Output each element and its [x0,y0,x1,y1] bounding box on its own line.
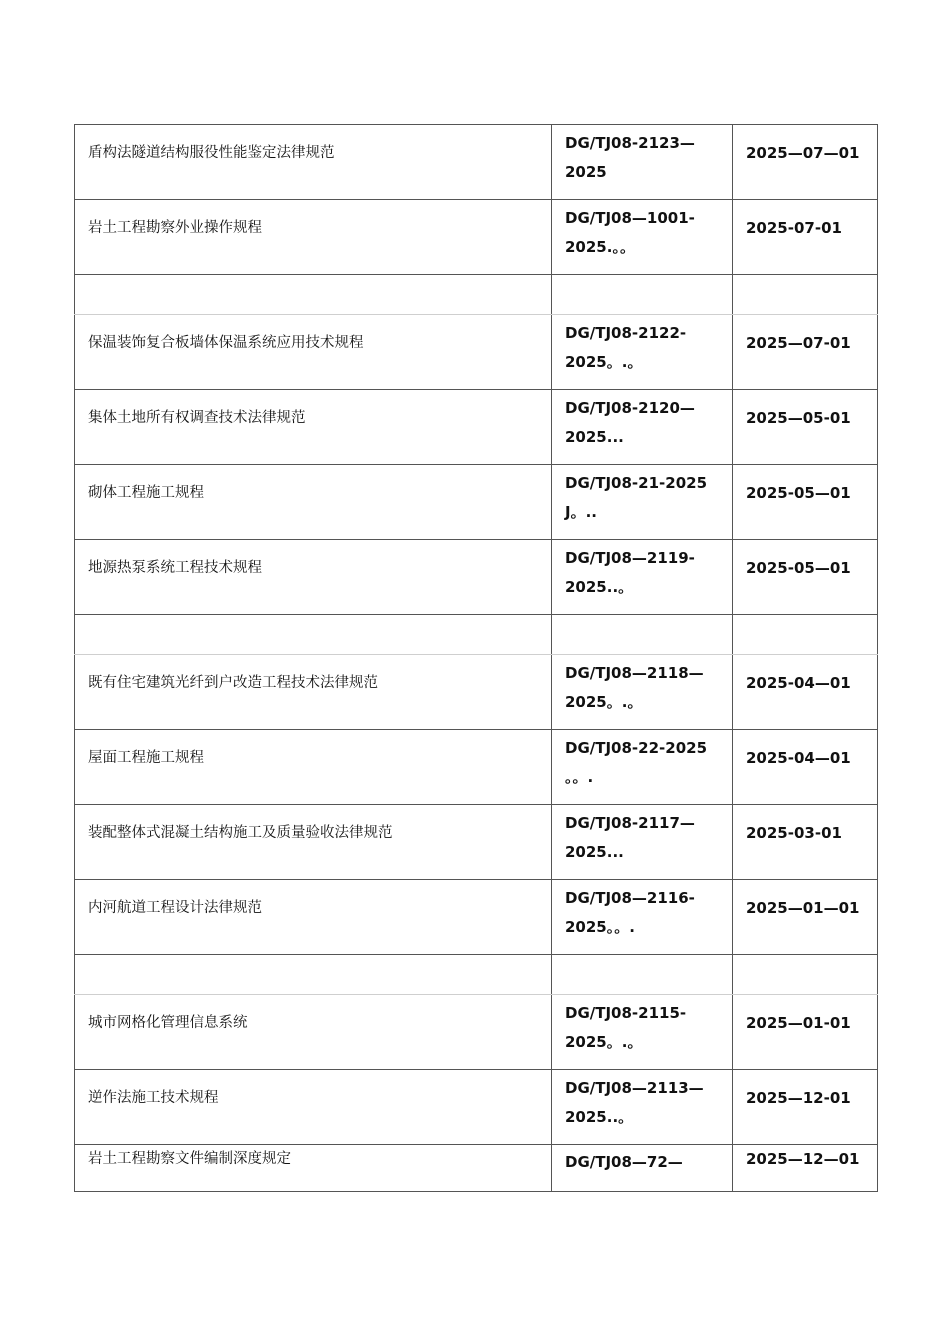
table-row [75,655,878,730]
code-cell [552,730,733,805]
standard-name: 集体土地所有权调查技术法律规范 [88,410,306,426]
effective-date: 2025—05-01 [746,409,851,427]
standard-name: 岩土工程勘察外业操作规程 [88,220,262,236]
name-cell [75,465,552,540]
empty-row [75,275,878,315]
effective-date: 2025-05—01 [746,559,851,577]
standard-name: 盾构法隧道结构服役性能鉴定法律规范 [88,145,335,161]
name-cell [75,995,552,1070]
date-cell [733,540,878,615]
table-row [75,1070,878,1145]
code-cell [552,880,733,955]
table-row [75,315,878,390]
standard-name: 屋面工程施工规程 [88,750,204,766]
empty-cell [75,955,552,995]
standards-table [74,124,878,1192]
effective-date: 2025-03-01 [746,824,842,842]
standard-name: 内河航道工程设计法律规范 [88,900,262,916]
table-row [75,390,878,465]
date-cell [733,1070,878,1145]
table-row [75,125,878,200]
standard-code: DG/TJ08—2118— 2025。.。 [565,664,704,711]
standard-code: DG/TJ08—2119- 2025..。 [565,549,695,596]
date-cell [733,125,878,200]
table-row [75,730,878,805]
name-cell [75,200,552,275]
standard-name: 城市网格化管理信息系统 [88,1015,248,1031]
table-row [75,465,878,540]
code-cell [552,1145,733,1192]
effective-date: 2025—01-01 [746,1014,851,1032]
effective-date: 2025—07—01 [746,144,860,162]
code-cell [552,125,733,200]
code-cell [552,315,733,390]
empty-cell [552,955,733,995]
code-cell [552,655,733,730]
code-cell [552,200,733,275]
standard-name: 保温装饰复合板墙体保温系统应用技术规程 [88,335,364,351]
name-cell [75,1145,552,1192]
name-cell [75,1070,552,1145]
effective-date: 2025-04—01 [746,674,851,692]
standard-name: 装配整体式混凝土结构施工及质量验收法律规范 [88,825,393,841]
code-cell [552,390,733,465]
table-row [75,995,878,1070]
standard-code: DG/TJ08-2120— 2025... [565,399,695,446]
empty-row [75,955,878,995]
empty-cell [733,955,878,995]
standard-name: 砌体工程施工规程 [88,485,204,501]
name-cell [75,805,552,880]
standard-code: DG/TJ08—2116- 2025。。. [565,889,695,936]
date-cell [733,805,878,880]
empty-cell [75,275,552,315]
standard-code: DG/TJ08—1001- 2025.。。 [565,209,695,256]
code-cell [552,805,733,880]
empty-cell [733,275,878,315]
standard-code: DG/TJ08—72— [565,1153,683,1171]
date-cell [733,465,878,540]
empty-cell [75,615,552,655]
table-row [75,540,878,615]
effective-date: 2025-04—01 [746,749,851,767]
standard-code: DG/TJ08-2122- 2025。.。 [565,324,687,371]
effective-date: 2025—01—01 [746,899,860,917]
empty-cell [552,615,733,655]
name-cell [75,730,552,805]
effective-date: 2025—12—01 [746,1150,860,1168]
standard-name: 逆作法施工技术规程 [88,1090,219,1106]
table-row [75,880,878,955]
code-cell [552,465,733,540]
effective-date: 2025-07-01 [746,219,842,237]
standard-name: 既有住宅建筑光纤到户改造工程技术法律规范 [88,675,378,691]
code-cell [552,540,733,615]
effective-date: 2025-05—01 [746,484,851,502]
date-cell [733,995,878,1070]
date-cell [733,200,878,275]
name-cell [75,125,552,200]
standard-code: DG/TJ08-2117— 2025... [565,814,695,861]
standard-name: 地源热泵系统工程技术规程 [88,560,262,576]
name-cell [75,655,552,730]
code-cell [552,1070,733,1145]
date-cell [733,730,878,805]
standard-code: DG/TJ08-22-2025 。。. [565,739,708,786]
standard-code: DG/TJ08—2113— 2025..。 [565,1079,704,1126]
name-cell [75,390,552,465]
table-row [75,1145,878,1192]
empty-cell [552,275,733,315]
date-cell [733,1145,878,1192]
name-cell [75,540,552,615]
date-cell [733,655,878,730]
table-row [75,200,878,275]
standard-code: DG/TJ08-2115- 2025。.。 [565,1004,687,1051]
effective-date: 2025—12-01 [746,1089,851,1107]
date-cell [733,315,878,390]
table-row [75,805,878,880]
standard-code: DG/TJ08-21-2025 J。.. [565,474,708,521]
effective-date: 2025—07-01 [746,334,851,352]
empty-cell [733,615,878,655]
standard-code: DG/TJ08-2123— 2025 [565,134,695,181]
standard-name: 岩土工程勘察文件编制深度规定 [88,1151,291,1167]
name-cell [75,880,552,955]
date-cell [733,880,878,955]
empty-row [75,615,878,655]
date-cell [733,390,878,465]
code-cell [552,995,733,1070]
name-cell [75,315,552,390]
